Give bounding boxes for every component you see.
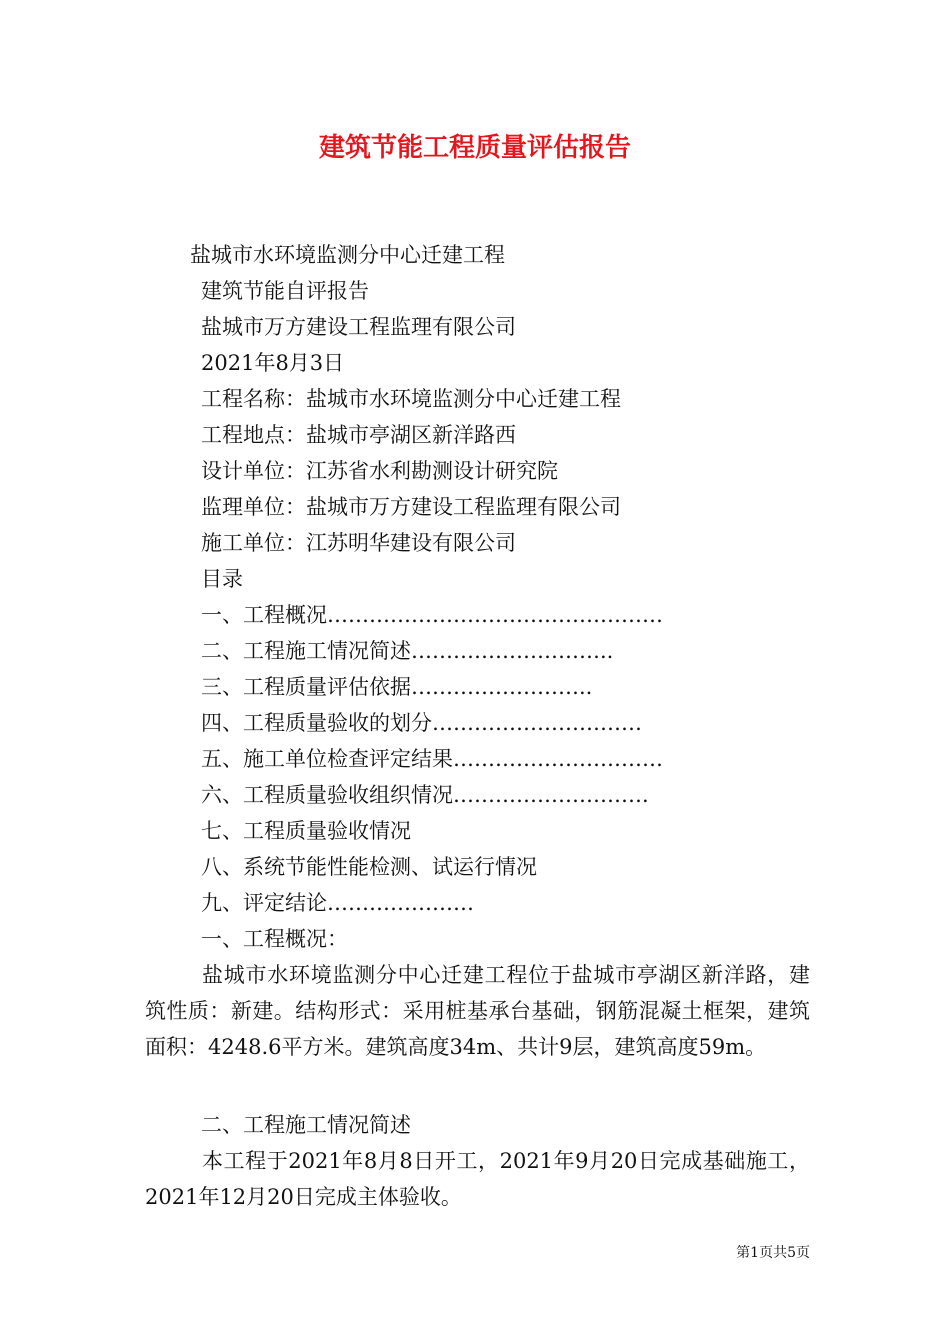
section-heading: 二、工程施工情况简述 xyxy=(201,1113,411,1137)
cover-date: 2021年8月3日 xyxy=(201,351,345,375)
toc-item: 五、施工单位检查评定结果………………………… xyxy=(201,747,663,771)
toc-item: 六、工程质量验收组织情况………………………. xyxy=(201,783,649,807)
section-body: 本工程于2021年8月8日开工，2021年9月20日完成基础施工，2021年12月20日完成主体验收。 xyxy=(145,1149,810,1209)
toc-heading: 目录 xyxy=(201,567,243,591)
toc-item: 九、评定结论………………… xyxy=(201,891,474,915)
section-heading: 一、工程概况： xyxy=(201,927,348,951)
cover-project-name: 工程名称：盐城市水环境监测分中心迁建工程 xyxy=(201,387,621,411)
cover-supervision-unit: 监理单位：盐城市万方建设工程监理有限公司 xyxy=(201,495,621,519)
cover-design-unit: 设计单位：江苏省水利勘测设计研究院 xyxy=(201,459,558,483)
toc-item: 一、工程概况………………………………………… xyxy=(201,603,663,627)
cover-company: 盐城市万方建设工程监理有限公司 xyxy=(201,315,516,339)
page-footer: 第1页共5页 xyxy=(736,1245,810,1261)
toc-item: 二、工程施工情况简述……………………….. xyxy=(201,639,614,663)
document-title: 建筑节能工程质量评估报告 xyxy=(318,133,631,163)
toc-item: 四、工程质量验收的划分………………………… xyxy=(201,711,642,735)
cover-report-type: 建筑节能自评报告 xyxy=(201,279,369,303)
cover-construction-unit: 施工单位：江苏明华建设有限公司 xyxy=(201,531,516,555)
toc-item: 七、工程质量验收情况 xyxy=(201,819,411,843)
cover-location: 工程地点：盐城市亭湖区新洋路西 xyxy=(201,423,516,447)
cover-project: 盐城市水环境监测分中心迁建工程 xyxy=(190,243,505,267)
toc-item: 八、系统节能性能检测、试运行情况 xyxy=(201,855,537,879)
section-body: 盐城市水环境监测分中心迁建工程位于盐城市亭湖区新洋路，建筑性质：新建。结构形式：采用桩基承台基础，钢筋混凝土框架，建筑面积：4248.6平方米。建筑高度34m、共计9层，建筑高度59m。 xyxy=(145,963,810,1059)
toc-item: 三、工程质量评估依据…………………….. xyxy=(201,675,593,699)
